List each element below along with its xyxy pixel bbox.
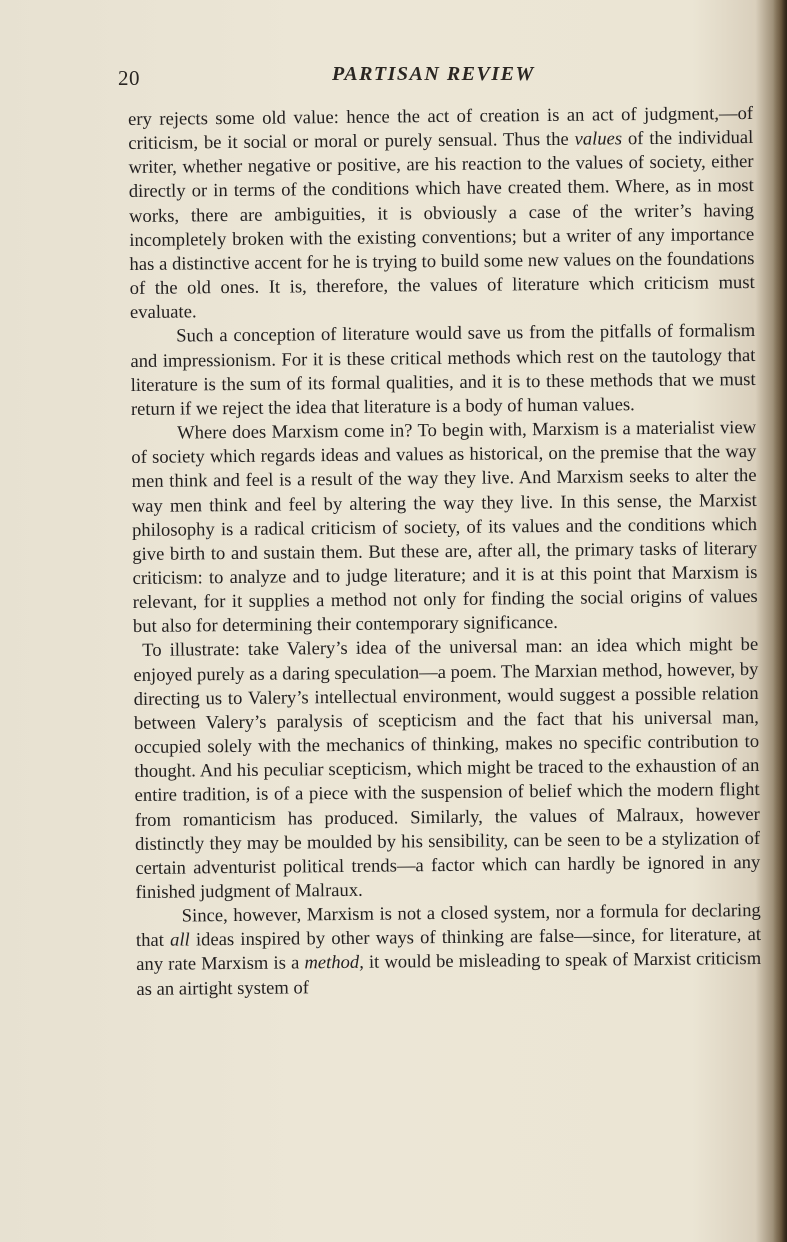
page-gutter-shadow — [773, 0, 787, 1242]
paragraph-5-text-a: Since, however, Marxism is not a closed system, nor a formula for declaring that — [135, 900, 761, 952]
paragraph-2-text: Such a conception of literature would save us from the pitfalls of formalism and impressionism. For it is these critical methods which rest on the tautology that literature is the sum of its formal qualities, and it is to these methods that we must return if we reject the idea that literature is a body of human values. — [130, 320, 756, 420]
paragraph-3-text: Where does Marxism come in? To begin with, Marxism is a materialist view of society which regards ideas and values as historical, on the premise that the way men think and feel is a result of the way they live. And Marxism seeks to alter the way men think and feel by altering the way they live. In this sense, the Marxist philosophy is a radical criticism of society, of its values and the conditions which give birth to and sustain them. But these are, after all, the primary tasks of literary criticism: to analyze and to judge literature; and it is at this point that Marxism is relevant, for it supplies a method not only for finding the social origins of values but also for determining their contemporary significance. — [131, 417, 758, 638]
paragraph-4-text: To illustrate: take Valery’s idea of the universal man: an idea which might be enjoyed purely as a daring speculation—a poem. The Marxian method, however, by directing us to Valery’s intellectual environment, would suggest a possible relation between Valery’s paralysis of scepticism and the fact that his universal man, occupied solely with the mechanics of thinking, makes no specific contribution to thought. And his peculiar scepticism, which might be traced to the exhaustion of an entire tradition, is of a piece with the suspension of belief which the modern flight from romanticism has produced. Similarly, the values of Malraux, however distinctly they may be moulded by his sensibility, can be seen to be a stylization of certain adventurist political trends—a factor which can hardly be ignored in any finished judgment of Malraux. — [133, 634, 761, 903]
page-number: 20 — [118, 66, 140, 90]
journal-title: PARTISAN REVIEW — [332, 63, 535, 85]
paragraph-2 — [130, 319, 756, 422]
paragraph-1-text-a: ery rejects some old value: hence the act of creation is an act of judgment,—of criticism, be it social or moral or purely sensual. Thus the — [128, 103, 754, 155]
paragraph-3 — [131, 416, 758, 639]
running-head — [118, 60, 754, 94]
paragraph-1-emphasis-values: values — [574, 128, 623, 150]
paragraph-4 — [133, 633, 761, 905]
paragraph-5-text-c: it would be misleading to speak of Marxist criticism as an airtight system of — [136, 948, 762, 1000]
paragraph-5-text-b: ideas inspired by other ways of thinking are false—since, for literature, at any rate Marxism is a — [136, 924, 762, 976]
paragraph-1-text-b: of the individual writer, whether negative or positive, are his reaction to the values of society, either directly or in terms of the conditions which have created them. Where, as in most works, there are ambiguities, it is obviously a case of the writer’s having incompletely broken with the existing conventions; but a writer of any importance has a distinctive accent for he is trying to build some new values on the foundations of the old ones. It is, therefore, the values of literature which criticism must evaluate. — [128, 127, 755, 324]
paragraph-5-emphasis-all: all — [170, 929, 190, 951]
paragraph-5-emphasis-method: method, — [304, 952, 364, 974]
paragraph-5 — [136, 899, 762, 1002]
body-text — [128, 102, 762, 1002]
paragraph-1 — [128, 102, 755, 325]
